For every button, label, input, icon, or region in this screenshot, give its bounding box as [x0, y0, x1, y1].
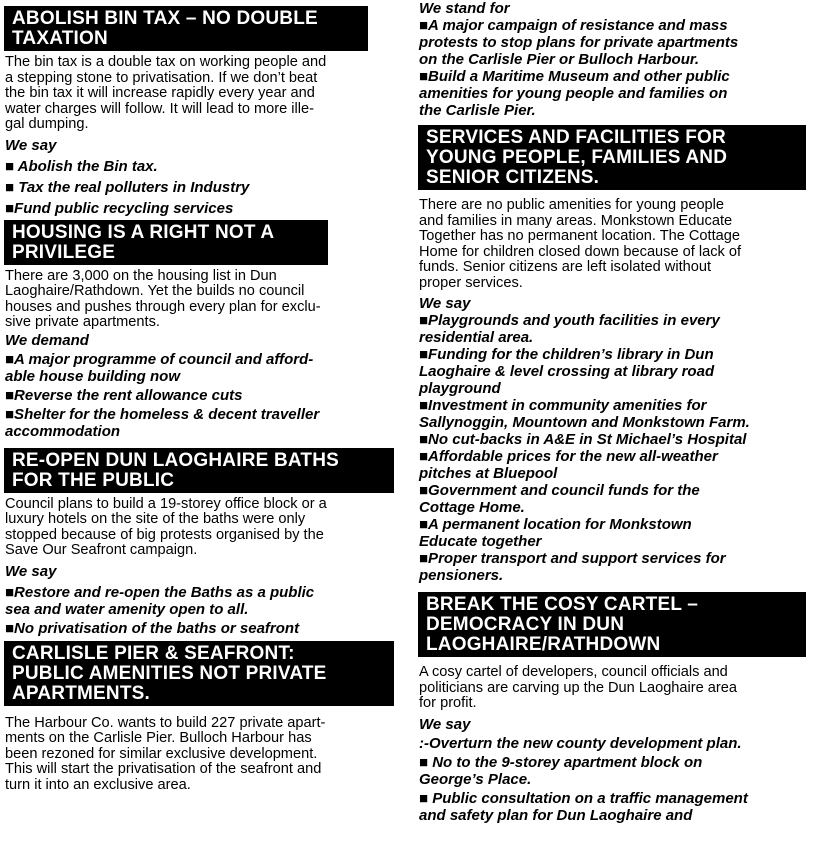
cartel-point: :-Overturn the new county development plan. [419, 734, 742, 752]
heading-line: RE-OPEN DUN LAOGHAIRE BATHS [12, 449, 339, 471]
heading-line: LAOGHAIRE/RATHDOWN [426, 634, 661, 655]
heading-line: PRIVILEGE [12, 241, 116, 263]
right-column [418, 0, 812, 824]
cartel-point: ■ No to the 9-storey apartment block on George’s Place. [419, 753, 703, 788]
housing-heading [4, 220, 328, 265]
heading-line: ABOLISH BIN TAX – NO DOUBLE [12, 8, 318, 29]
left-column [4, 0, 398, 797]
stand-subheading: We stand for [419, 0, 510, 17]
heading-line: DEMOCRACY IN DUN [426, 614, 625, 635]
stand-point: ■A major campaign of resistance and mass protests to stop plans for private apartments on the Carlisle Pier or Bulloch Harbour. [419, 17, 739, 68]
baths-point: ■No privatisation of the baths or seafront [5, 619, 300, 637]
pier-section [4, 641, 398, 794]
heading-line: APARTMENTS. [12, 682, 151, 704]
bin-tax-point: ■Fund public recycling services [5, 199, 234, 217]
baths-subheading: We say [5, 562, 57, 580]
services-section [418, 125, 812, 584]
housing-body: There are 3,000 on the housing list in Dun Laoghaire/Rathdown. Yet the builds no council houses and pushes through every plan for exclu- sive private apartments. [5, 267, 321, 330]
services-point: ■Playgrounds and youth facilities in every residential area. [419, 312, 720, 346]
services-point: ■No cut-backs in A&E in St Michael’s Hospital [419, 431, 747, 448]
housing-subheading: We demand [5, 331, 89, 349]
baths-heading [4, 448, 394, 493]
cartel-point: ■ Public consultation on a traffic management and safety plan for Dun Laoghaire and [419, 789, 748, 824]
heading-line: SERVICES AND FACILITIES FOR [426, 127, 726, 148]
heading-line: FOR THE PUBLIC [12, 469, 175, 491]
services-point: ■Proper transport and support services for pensioners. [419, 550, 726, 584]
services-point: ■Funding for the children’s library in Dun Laoghaire & level crossing at library road playground [419, 346, 715, 397]
pier-body: The Harbour Co. wants to build 227 private apart- ments on the Carlisle Pier. Bulloch Harbour has been rezoned for similar exclusive development. This will start the privatisation of the seafront and turn it into an exclusive area. [5, 714, 326, 793]
housing-point: ■Shelter for the homeless & decent traveller accommodation [5, 405, 320, 440]
pier-heading [4, 641, 394, 706]
heading-line: YOUNG PEOPLE, FAMILIES AND [426, 147, 728, 168]
heading-line: TAXATION [12, 28, 108, 49]
services-point: ■A permanent location for Monkstown Educate together [419, 516, 692, 550]
bin-tax-point: ■ Abolish the Bin tax. [5, 157, 158, 175]
baths-body: Council plans to build a 19-storey office block or a luxury hotels on the site of the baths were only stopped because of big protests organised by the Save Our Seafront campaign. [5, 495, 327, 558]
services-point: ■Affordable prices for the new all-weather pitches at Bluepool [419, 448, 718, 482]
cartel-subheading: We say [419, 715, 471, 733]
housing-section [4, 220, 398, 440]
bin-tax-section [4, 6, 398, 217]
baths-point: ■Restore and re-open the Baths as a public sea and water amenity open to all. [5, 583, 315, 618]
stand-section [418, 0, 812, 119]
services-heading [418, 125, 806, 190]
heading-line: HOUSING IS A RIGHT NOT A [12, 221, 275, 243]
cartel-body: A cosy cartel of developers, council officials and politicians are carving up the Dun Laoghaire area for profit. [419, 664, 738, 711]
services-body: There are no public amenities for young people and families in many areas. Monkstown Educate Together has no permanent location. The Cottage Home for children closed down because of lack of funds. Senior citizens are left isolated without proper services. [419, 197, 742, 291]
services-point: ■Investment in community amenities for Sallynoggin, Mountown and Monkstown Farm. [419, 397, 750, 431]
cartel-section [418, 592, 812, 824]
stand-point: ■Build a Maritime Museum and other public amenities for young people and families on the Carlisle Pier. [419, 68, 730, 119]
heading-line: SENIOR CITIZENS. [426, 167, 600, 188]
cartel-heading [418, 592, 806, 657]
housing-point: ■A major programme of council and afford- able house building now [5, 350, 314, 385]
housing-point: ■Reverse the rent allowance cuts [5, 386, 243, 404]
heading-line: CARLISLE PIER & SEAFRONT: [12, 642, 295, 664]
bin-tax-subheading: We say [5, 136, 57, 154]
services-point: ■Government and council funds for the Cottage Home. [419, 482, 700, 516]
services-subheading: We say [419, 295, 471, 312]
heading-line: BREAK THE COSY CARTEL – [426, 594, 699, 615]
bin-tax-point: ■ Tax the real polluters in Industry [5, 178, 250, 196]
bin-tax-heading [4, 6, 368, 51]
bin-tax-body: The bin tax is a double tax on working people and a stepping stone to privatisation. If we don’t beat the bin tax it will increase rapidly every year and water charges will follow. It will lead to more ille- gal dumping. [5, 54, 327, 132]
heading-line: PUBLIC AMENITIES NOT PRIVATE [12, 662, 327, 684]
baths-section [4, 448, 398, 637]
